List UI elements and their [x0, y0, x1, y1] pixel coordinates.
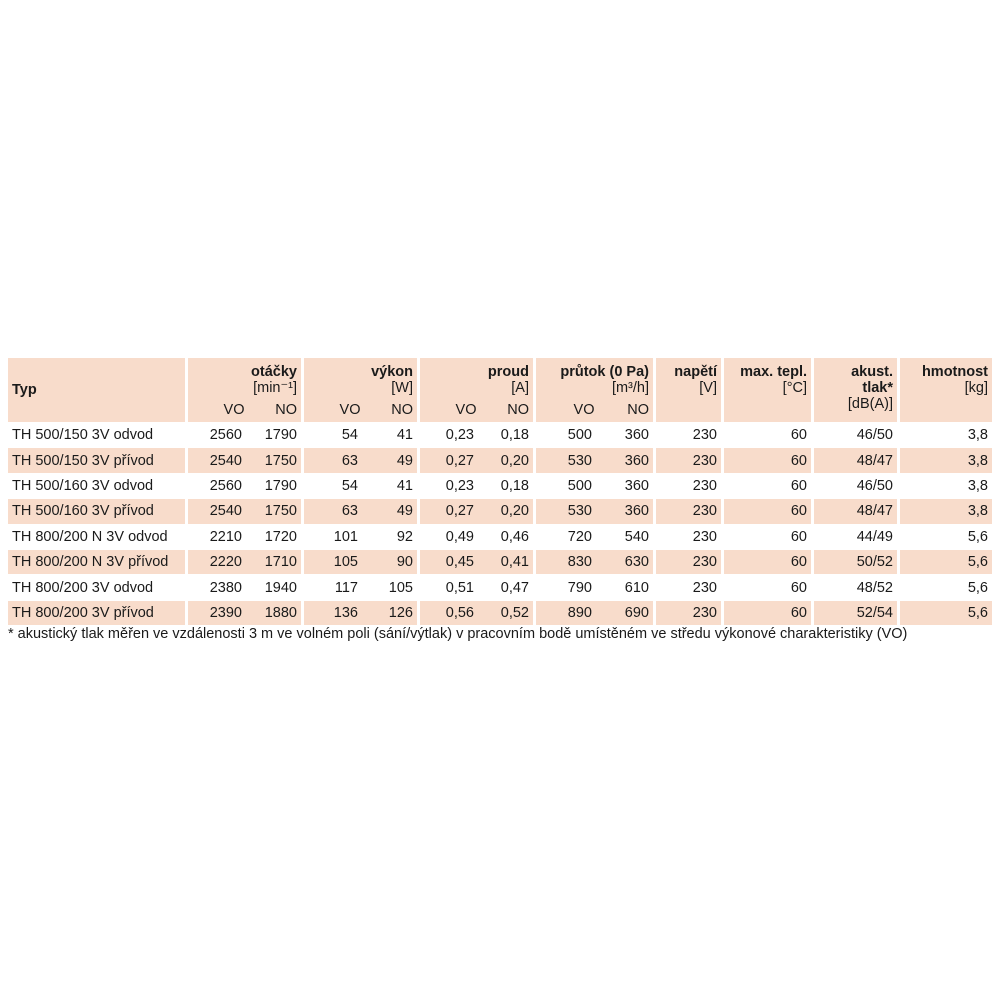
cell-tepl: 60: [724, 574, 814, 599]
header-row: [8, 358, 992, 422]
col-proud-unit: [A]: [511, 380, 529, 396]
cell-otacky-no: 1720: [246, 524, 304, 549]
col-otacky-unit: [min⁻¹]: [253, 380, 297, 396]
cell-otacky-no: 1750: [246, 447, 304, 472]
col-otacky-no: NO: [275, 402, 297, 418]
cell-otacky-vo: 2560: [188, 473, 246, 498]
col-typ: [8, 358, 188, 422]
cell-proud-no: 0,52: [478, 600, 536, 625]
cell-hmotnost: 3,8: [900, 447, 992, 472]
cell-vykon-vo: 63: [304, 447, 362, 472]
cell-prutok-no: 540: [596, 524, 656, 549]
table-body: [8, 422, 992, 625]
cell-vykon-no: 49: [362, 498, 420, 523]
col-akust-title-2: tlak*: [862, 380, 893, 396]
spec-table: [8, 358, 992, 625]
col-tepl-title: max. tepl.: [740, 364, 807, 380]
col-napeti: [656, 358, 724, 422]
cell-otacky-vo: 2560: [188, 422, 246, 447]
cell-akust: 48/47: [814, 447, 900, 472]
cell-otacky-no: 1940: [246, 574, 304, 599]
cell-vykon-vo: 101: [304, 524, 362, 549]
cell-proud-vo: 0,23: [420, 473, 478, 498]
cell-vykon-no: 105: [362, 574, 420, 599]
col-hmotnost-title: hmotnost: [921, 364, 988, 380]
cell-proud-no: 0,46: [478, 524, 536, 549]
cell-prutok-vo: 890: [536, 600, 596, 625]
cell-proud-vo: 0,27: [420, 447, 478, 472]
cell-tepl: 60: [724, 447, 814, 472]
col-vykon-vo: VO: [339, 402, 361, 418]
cell-hmotnost: 5,6: [900, 600, 992, 625]
col-vykon-unit: [W]: [391, 380, 413, 396]
cell-vykon-no: 49: [362, 447, 420, 472]
col-napeti-unit: [V]: [699, 380, 717, 396]
cell-vykon-vo: 54: [304, 422, 362, 447]
col-prutok-vo: VO: [573, 402, 595, 418]
cell-typ: TH 800/200 N 3V přívod: [8, 549, 188, 574]
cell-vykon-no: 41: [362, 473, 420, 498]
cell-vykon-vo: 54: [304, 473, 362, 498]
cell-prutok-vo: 530: [536, 447, 596, 472]
table-row: [8, 498, 992, 523]
cell-prutok-vo: 720: [536, 524, 596, 549]
cell-proud-vo: 0,27: [420, 498, 478, 523]
col-tepl: [724, 358, 814, 422]
cell-prutok-no: 610: [596, 574, 656, 599]
table-row: [8, 549, 992, 574]
cell-napeti: 230: [656, 473, 724, 498]
cell-proud-vo: 0,49: [420, 524, 478, 549]
cell-proud-no: 0,20: [478, 498, 536, 523]
cell-otacky-vo: 2220: [188, 549, 246, 574]
cell-otacky-no: 1790: [246, 422, 304, 447]
cell-prutok-vo: 500: [536, 473, 596, 498]
cell-hmotnost: 3,8: [900, 473, 992, 498]
cell-akust: 46/50: [814, 422, 900, 447]
cell-tepl: 60: [724, 498, 814, 523]
cell-hmotnost: 3,8: [900, 498, 992, 523]
cell-tepl: 60: [724, 549, 814, 574]
cell-napeti: 230: [656, 422, 724, 447]
col-proud-vo: VO: [455, 402, 477, 418]
cell-vykon-no: 92: [362, 524, 420, 549]
col-tepl-unit: [°C]: [782, 380, 807, 396]
cell-napeti: 230: [656, 549, 724, 574]
cell-proud-vo: 0,23: [420, 422, 478, 447]
cell-prutok-no: 360: [596, 473, 656, 498]
cell-proud-no: 0,18: [478, 422, 536, 447]
col-proud-no: NO: [507, 402, 529, 418]
cell-otacky-no: 1880: [246, 600, 304, 625]
col-proud: [420, 358, 536, 422]
col-prutok-title: průtok (0 Pa): [560, 364, 649, 380]
col-proud-title: proud: [487, 364, 529, 380]
table-row: [8, 422, 992, 447]
cell-prutok-no: 630: [596, 549, 656, 574]
cell-otacky-vo: 2540: [188, 498, 246, 523]
cell-prutok-vo: 500: [536, 422, 596, 447]
cell-hmotnost: 5,6: [900, 524, 992, 549]
cell-prutok-no: 690: [596, 600, 656, 625]
col-hmotnost: [900, 358, 992, 422]
cell-typ: TH 500/150 3V odvod: [8, 422, 188, 447]
cell-otacky-vo: 2380: [188, 574, 246, 599]
cell-akust: 44/49: [814, 524, 900, 549]
cell-vykon-no: 41: [362, 422, 420, 447]
cell-vykon-no: 90: [362, 549, 420, 574]
cell-hmotnost: 5,6: [900, 574, 992, 599]
table-row: [8, 574, 992, 599]
col-vykon: [304, 358, 420, 422]
cell-typ: TH 800/200 3V odvod: [8, 574, 188, 599]
col-otacky-vo: VO: [223, 402, 245, 418]
cell-prutok-vo: 830: [536, 549, 596, 574]
cell-tepl: 60: [724, 600, 814, 625]
col-otacky-title: otáčky: [251, 364, 297, 380]
cell-akust: 52/54: [814, 600, 900, 625]
col-vykon-no: NO: [391, 402, 413, 418]
table-row: [8, 447, 992, 472]
cell-akust: 48/47: [814, 498, 900, 523]
cell-proud-vo: 0,56: [420, 600, 478, 625]
cell-akust: 50/52: [814, 549, 900, 574]
cell-proud-no: 0,41: [478, 549, 536, 574]
cell-hmotnost: 5,6: [900, 549, 992, 574]
cell-akust: 48/52: [814, 574, 900, 599]
cell-proud-no: 0,18: [478, 473, 536, 498]
table-row: [8, 600, 992, 625]
table-row: [8, 473, 992, 498]
cell-napeti: 230: [656, 574, 724, 599]
cell-typ: TH 500/160 3V odvod: [8, 473, 188, 498]
cell-otacky-vo: 2390: [188, 600, 246, 625]
cell-napeti: 230: [656, 524, 724, 549]
cell-vykon-no: 126: [362, 600, 420, 625]
cell-otacky-no: 1790: [246, 473, 304, 498]
col-hmotnost-unit: [kg]: [964, 380, 988, 396]
cell-hmotnost: 3,8: [900, 422, 992, 447]
cell-tepl: 60: [724, 422, 814, 447]
cell-tepl: 60: [724, 524, 814, 549]
col-prutok-no: NO: [627, 402, 649, 418]
cell-vykon-vo: 136: [304, 600, 362, 625]
cell-vykon-vo: 105: [304, 549, 362, 574]
cell-akust: 46/50: [814, 473, 900, 498]
cell-prutok-no: 360: [596, 447, 656, 472]
cell-prutok-no: 360: [596, 498, 656, 523]
col-akust: [814, 358, 900, 422]
cell-otacky-vo: 2210: [188, 524, 246, 549]
col-akust-unit: [dB(A)]: [847, 396, 893, 412]
col-akust-title-1: akust.: [851, 364, 893, 380]
cell-proud-vo: 0,45: [420, 549, 478, 574]
cell-prutok-vo: 530: [536, 498, 596, 523]
col-prutok: [536, 358, 656, 422]
footnote: * akustický tlak měřen ve vzdálenosti 3 m ve volném poli (sání/výtlak) v pracovním bodě umístěném ve středu výkonové charakteristiky (VO): [8, 626, 908, 642]
col-typ-title: Typ: [12, 382, 37, 398]
cell-napeti: 230: [656, 600, 724, 625]
cell-tepl: 60: [724, 473, 814, 498]
col-vykon-title: výkon: [371, 364, 413, 380]
cell-otacky-vo: 2540: [188, 447, 246, 472]
col-napeti-title: napětí: [674, 364, 717, 380]
col-otacky: [188, 358, 304, 422]
cell-proud-no: 0,20: [478, 447, 536, 472]
cell-prutok-no: 360: [596, 422, 656, 447]
cell-otacky-no: 1750: [246, 498, 304, 523]
cell-napeti: 230: [656, 498, 724, 523]
cell-proud-no: 0,47: [478, 574, 536, 599]
cell-typ: TH 800/200 3V přívod: [8, 600, 188, 625]
col-prutok-unit: [m³/h]: [611, 380, 649, 396]
cell-typ: TH 800/200 N 3V odvod: [8, 524, 188, 549]
table-row: [8, 524, 992, 549]
cell-typ: TH 500/150 3V přívod: [8, 447, 188, 472]
cell-prutok-vo: 790: [536, 574, 596, 599]
cell-otacky-no: 1710: [246, 549, 304, 574]
cell-proud-vo: 0,51: [420, 574, 478, 599]
cell-vykon-vo: 63: [304, 498, 362, 523]
cell-napeti: 230: [656, 447, 724, 472]
cell-typ: TH 500/160 3V přívod: [8, 498, 188, 523]
cell-vykon-vo: 117: [304, 574, 362, 599]
